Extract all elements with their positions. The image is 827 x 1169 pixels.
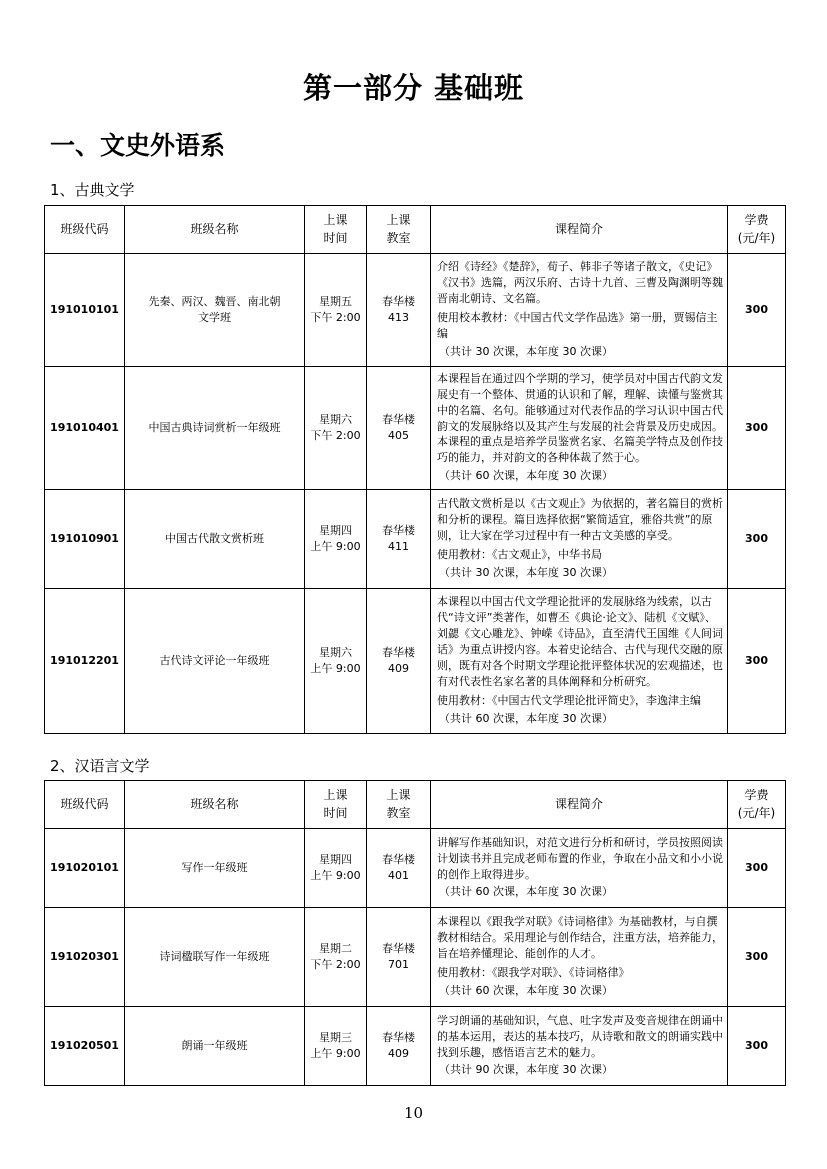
description-text: 本课程以中国古代文学理论批评的发展脉络为线索，以古代“诗文评”类著作，如曹丕《典论·论文》、陆机《文赋》、刘勰《文心雕龙》、钟嵘《诗品》，直至清代王国维《人间词话》为重点讲授内容。本着史论结合、古代与现代交融的原则，既有对各个时期文学理论批评整体状况的宏观描述，也有对代表性名家名著的具体阐释和分析研究。 — [437, 595, 723, 688]
header-time: 上课 时间 — [305, 781, 367, 829]
sessions-text: （共计 30 次课，本年度 30 次课） — [439, 565, 613, 579]
description-text: 本课程旨在通过四个学期的学习，使学员对中国古代韵文发展史有一个整体、贯通的认识和了解，理解、读懂与鉴赏其中的名篇、名句。能够通过对代表作品的学习认识中国古代韵文的发展脉络以及其产生与发展的社会背景及历史成因。本课程的重点是培养学员鉴赏名家、名篇美学特点及创作技巧的能力，并对韵文的各种体裁了然于心。 — [437, 371, 723, 465]
part-title: 第一部分 基础班 — [302, 71, 525, 105]
class-name: 写作一年级班 — [125, 829, 305, 908]
table-row — [45, 367, 786, 490]
description-text: 古代散文赏析是以《古文观止》为依据的，著名篇目的赏析和分析的课程。篇目选择依据“繁简适宜，雅俗共赏”的原则，让大家在学习过程中有一种古文美感的享受。 — [437, 497, 723, 543]
header-desc: 课程简介 — [431, 781, 728, 829]
description-text: 本课程以《跟我学对联》《诗词格律》为基础教材，与自撰教材相结合。采用理论与创作结合，注重方法，培养能力，旨在培养懂理论、能创作的人才。 — [437, 915, 723, 961]
table-row — [45, 490, 786, 589]
header-fee: 学费 (元/年) — [728, 781, 786, 829]
course-table-chinese-language — [44, 780, 786, 1086]
course-table-classical — [44, 205, 786, 734]
class-room: 春华楼 401 — [367, 829, 431, 908]
sessions-text: （共计 60 次课，本年度 30 次课） — [439, 469, 613, 483]
table-header-row — [45, 206, 786, 254]
textbook-text: 使用教材：《跟我学对联》、《诗词格律》 — [437, 965, 630, 979]
class-room: 春华楼 413 — [367, 254, 431, 367]
header-desc: 课程简介 — [431, 206, 728, 254]
sessions-text: （共计 90 次课，本年度 30 次课） — [439, 1063, 613, 1077]
header-room: 上课 教室 — [367, 781, 431, 829]
class-code: 191012201 — [45, 589, 125, 734]
course-description — [431, 490, 728, 589]
header-fee: 学费 (元/年) — [728, 206, 786, 254]
sessions-text: （共计 60 次课，本年度 30 次课） — [439, 711, 613, 725]
course-description — [431, 1007, 728, 1086]
class-code: 191010901 — [45, 490, 125, 589]
tuition-fee: 300 — [728, 367, 786, 490]
page-number: 10 — [403, 1104, 424, 1122]
textbook-text: 使用教材：《中国古代文学理论批评简史》，李逸津主编 — [437, 693, 701, 707]
table-row — [45, 589, 786, 734]
class-time: 星期六 上午 9:00 — [305, 589, 367, 734]
class-room: 春华楼 409 — [367, 1007, 431, 1086]
class-name: 中国古典诗词赏析一年级班 — [125, 367, 305, 490]
class-name: 古代诗文评论一年级班 — [125, 589, 305, 734]
class-time: 星期四 上午 9:00 — [305, 829, 367, 908]
header-code: 班级代码 — [45, 206, 125, 254]
header-code: 班级代码 — [45, 781, 125, 829]
header-time: 上课 时间 — [305, 206, 367, 254]
textbook-text: 使用教材：《古文观止》，中华书局 — [437, 547, 602, 561]
class-room: 春华楼 405 — [367, 367, 431, 490]
tuition-fee: 300 — [728, 490, 786, 589]
class-room: 春华楼 701 — [367, 908, 431, 1007]
subsection-title-classical: 1、古典文学 — [50, 181, 135, 199]
class-name: 中国古代散文赏析班 — [125, 490, 305, 589]
class-code: 191010401 — [45, 367, 125, 490]
class-code: 191010101 — [45, 254, 125, 367]
table-row — [45, 908, 786, 1007]
course-description — [431, 589, 728, 734]
class-room: 春华楼 409 — [367, 589, 431, 734]
class-name: 朗诵一年级班 — [125, 1007, 305, 1086]
class-room: 春华楼 411 — [367, 490, 431, 589]
textbook-text: 使用校本教材：《中国古代文学作品选》第一册，贾锡信主编 — [437, 311, 718, 340]
tuition-fee: 300 — [728, 589, 786, 734]
tuition-fee: 300 — [728, 908, 786, 1007]
tuition-fee: 300 — [728, 1007, 786, 1086]
header-name: 班级名称 — [125, 781, 305, 829]
course-description — [431, 254, 728, 367]
table-row — [45, 829, 786, 908]
course-description — [431, 829, 728, 908]
table-row — [45, 1007, 786, 1086]
table-row — [45, 254, 786, 367]
subsection-title-chinese-language: 2、汉语言文学 — [50, 757, 150, 775]
sessions-text: （共计 60 次课，本年度 30 次课） — [439, 983, 613, 997]
class-time: 星期三 上午 9:00 — [305, 1007, 367, 1086]
section-title: 一、文史外语系 — [50, 131, 226, 160]
class-time: 星期六 下午 2:00 — [305, 367, 367, 490]
tuition-fee: 300 — [728, 829, 786, 908]
class-code: 191020301 — [45, 908, 125, 1007]
sessions-text: （共计 30 次课，本年度 30 次课） — [439, 344, 613, 358]
header-name: 班级名称 — [125, 206, 305, 254]
header-room: 上课 教室 — [367, 206, 431, 254]
class-code: 191020101 — [45, 829, 125, 908]
course-description — [431, 908, 728, 1007]
tuition-fee: 300 — [728, 254, 786, 367]
class-name: 先秦、两汉、魏晋、南北朝 文学班 — [125, 254, 305, 367]
description-text: 介绍《诗经》《楚辞》，荀子、韩非子等诸子散文，《史记》《汉书》选篇，两汉乐府、古诗十九首、三曹及陶渊明等魏晋南北朝诗、文名篇。 — [437, 260, 723, 306]
class-name: 诗词楹联写作一年级班 — [125, 908, 305, 1007]
table-header-row — [45, 781, 786, 829]
class-time: 星期四 上午 9:00 — [305, 490, 367, 589]
class-time: 星期二 下午 2:00 — [305, 908, 367, 1007]
sessions-text: （共计 60 次课，本年度 30 次课） — [439, 885, 613, 899]
class-time: 星期五 下午 2:00 — [305, 254, 367, 367]
course-description — [431, 367, 728, 490]
description-text: 讲解写作基础知识，对范文进行分析和研讨，学员按照阅读计划读书并且完成老师布置的作业，争取在小品文和小小说的创作上取得进步。 — [437, 835, 723, 881]
description-text: 学习朗诵的基础知识，气息、吐字发声及变音规律在朗诵中的基本运用，表达的基本技巧，从诗歌和散文的朗诵实践中找到乐趣，感悟语言艺术的魅力。 — [437, 1013, 723, 1059]
class-code: 191020501 — [45, 1007, 125, 1086]
